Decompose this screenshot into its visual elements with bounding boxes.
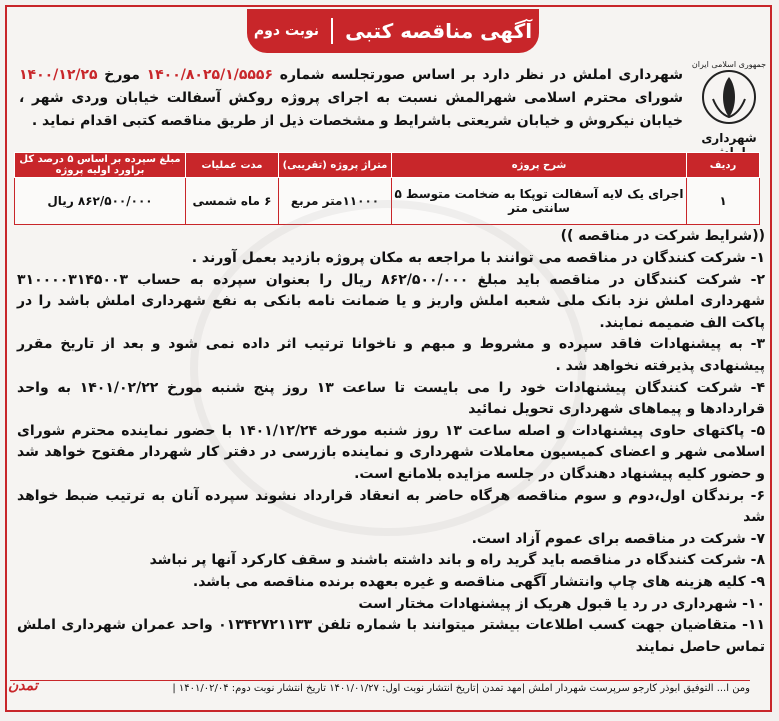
condition-item: ۲- شرکت کنندگان در مناقصه باید مبلغ ۸۶۲/۵۰۰/۰۰۰ ریال را بعنوان سپرده به حساب ۳۱۰۰۰۰۳۱۴۵۰۰۳ شهرداری املش نزد بانک ملی شعبه املش واریز و یا ضمانت نامه بانکی به نفع شهرداری املش باشد را در پاکت الف ضمیمه نمایند. bbox=[17, 271, 765, 331]
cell-area: ۱۱۰۰۰متر مربع bbox=[279, 178, 392, 225]
intro-text-3: شورای محترم اسلامی شهرالمش نسبت به اجرای پروژه روکش آسفالت خیابان وردی شهر ، خیابان نیکروش و خیابان شریعتی باشرایط و مشخصات ذیل از طریق مناقصه کتبی اقدام نماید . bbox=[19, 90, 683, 129]
condition-item: ۹- کلیه هزینه های چاپ وانتشار آگهی مناقصه و غیره بعهده برنده مناقصه می باشد. bbox=[192, 573, 765, 590]
project-table bbox=[14, 152, 760, 225]
intro-text-1: شهرداری املش در نظر دارد بر اساس صورتجلسه شماره bbox=[273, 67, 683, 83]
logo-name: شهرداری bbox=[701, 131, 757, 145]
cell-description: اجرای یک لایه آسفالت توپکا به ضخامت متوسط ۵ سانتی متر bbox=[392, 178, 687, 225]
col-duration: مدت عملیات bbox=[186, 153, 279, 178]
cell-duration: ۶ ماه شمسی bbox=[186, 178, 279, 225]
intro-paragraph bbox=[19, 64, 683, 133]
ad-round-label: نوبت دوم bbox=[253, 23, 320, 39]
newspaper-brand: تمدن bbox=[8, 678, 38, 694]
condition-item: ۱۰- شهرداری در رد یا قبول هریک از پیشنهادات مختار است bbox=[358, 595, 765, 612]
intro-text-2: مورخ bbox=[97, 67, 147, 83]
conditions-list bbox=[17, 248, 765, 658]
condition-item: ۷- شرکت در مناقصه برای عموم آزاد است. bbox=[471, 530, 765, 547]
col-deposit: مبلغ سپرده بر اساس ۵ درصد کل براورد اولیه پروژه bbox=[15, 153, 186, 178]
col-description: شرح پروژه bbox=[392, 153, 687, 178]
session-number: ۱۴۰۰/۸۰۲۵/۱/۵۵۵۶ bbox=[146, 67, 274, 83]
table-row bbox=[15, 178, 760, 225]
emblem-icon bbox=[701, 69, 757, 125]
publication-footer: ومن ا... التوفیق ابوذر کارجو سرپرست شهردار املش |مهد تمدن |تاریخ انتشار نوبت اول: ۱۴۰۱/۰۱/۲۷ تاریخ انتشار نوبت دوم: ۱۴۰۱/۰۲/۰۴ | bbox=[10, 680, 750, 703]
ad-header bbox=[247, 9, 539, 53]
cell-deposit: ۸۶۲/۵۰۰/۰۰۰ ریال bbox=[15, 178, 186, 225]
municipality-logo bbox=[689, 60, 769, 152]
ad-title: آگهی مناقصه کتبی bbox=[345, 19, 533, 43]
header-divider bbox=[331, 18, 333, 44]
col-row: ردیف bbox=[687, 153, 760, 178]
condition-item: ۳- به پیشنهادات فاقد سپرده و مشروط و مبهم و ناخوانا ترتیب اثر داده نمی شود و بعد از تاریخ مقرر پیشنهادی پذیرفته نخواهد شد . bbox=[17, 336, 765, 374]
condition-item: ۴- شرکت کنندگان پیشنهادات خود را می بایست تا ساعت ۱۳ روز پنج شنبه مورخ ۱۴۰۱/۰۲/۲۲ به واحد قراردادها و پیماهای شهرداری تحویل نمائید bbox=[17, 379, 765, 418]
condition-item: ۱۱- متقاضیان جهت کسب اطلاعات بیشتر میتوانند با شماره تلفن ۰۱۳۴۲۷۲۱۱۳۳ واحد عمران شهرداری املش تماس حاصل نمایند bbox=[17, 617, 765, 655]
condition-item: ۶- برندگان اول،دوم و سوم مناقصه هرگاه حاضر به انعقاد قرارداد نشوند سپرده آنان به ترتیب ضبط خواهد شد bbox=[17, 487, 765, 526]
conditions-heading: ((شرایط شرکت در مناقصه )) bbox=[560, 228, 765, 244]
col-area: متراژ پروژه (تقریبی) bbox=[279, 153, 392, 178]
condition-item: ۱- شرکت کنندگان در مناقصه می توانند با مراجعه به مکان پروژه بازدید بعمل آورند . bbox=[191, 250, 765, 266]
condition-item: ۵- پاکتهای حاوی پیشنهادات و اصله ساعت ۱۳ روز شنبه مورخه ۱۴۰۱/۱۲/۲۴ با حضور نماینده محترم شورای اسلامی شهر و اعضای کمیسیون معاملات شهرداری و نماینده بازرسی در دفتر کار شهردار مفتوح خواهد شد و حضور کلیه پیشنهاد دهندگان در جلسه مزایده بلامانع است. bbox=[17, 422, 765, 482]
session-date: ۱۴۰۰/۱۲/۲۵ bbox=[19, 67, 98, 83]
condition-item: ۸- شرکت کنندگاه در مناقصه باید گرید راه و باند داشته باشند و سقف کارکرد آنها پر نباشد bbox=[149, 552, 765, 569]
logo-caption: جمهوری اسلامی ایران bbox=[691, 60, 767, 69]
cell-row: ۱ bbox=[687, 178, 760, 225]
